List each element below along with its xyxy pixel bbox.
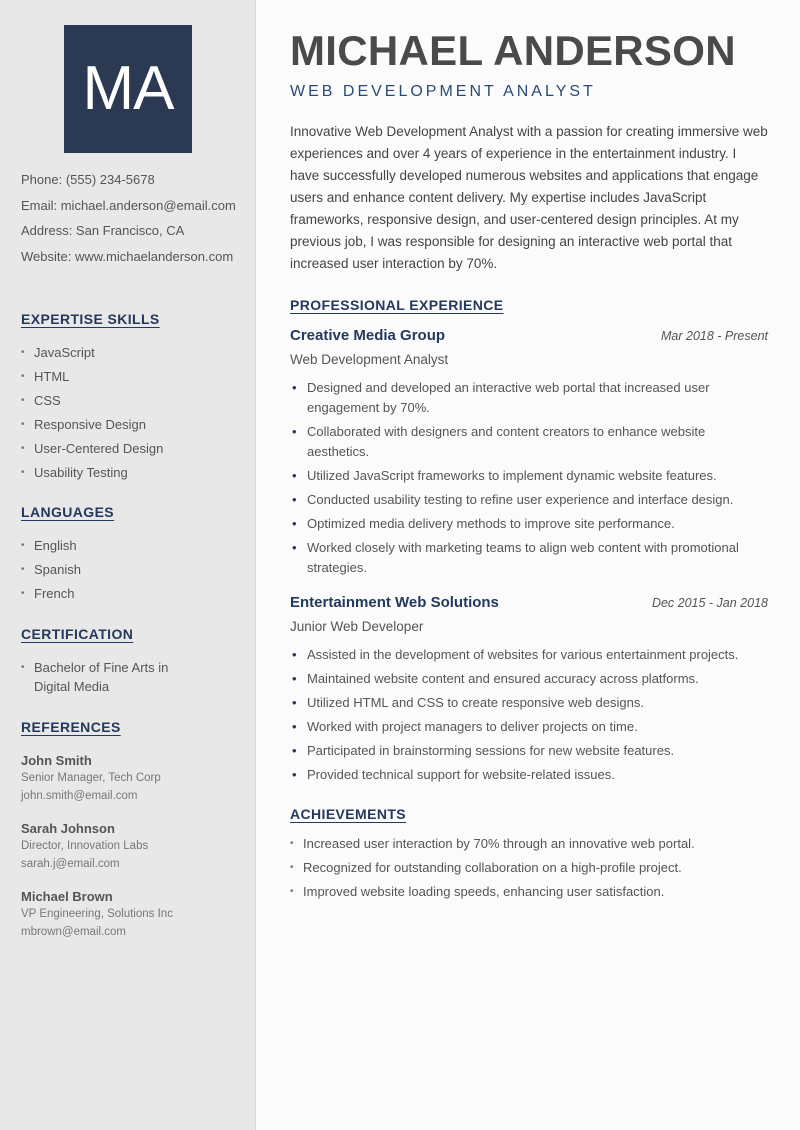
job-company: Entertainment Web Solutions bbox=[290, 594, 499, 611]
reference-title: VP Engineering, Solutions Inc bbox=[21, 908, 173, 920]
job-dates: Dec 2015 - Jan 2018 bbox=[651, 596, 768, 610]
languages-heading: LANGUAGES bbox=[21, 504, 115, 520]
list-item: • Optimized media delivery methods to improve site performance. bbox=[290, 514, 768, 534]
list-item: • Provided technical support for website-related issues. bbox=[290, 765, 768, 785]
reference-email[interactable]: john.smith@email.com bbox=[21, 789, 138, 802]
reference-item bbox=[21, 819, 246, 873]
references-heading: REFERENCES bbox=[21, 719, 121, 735]
list-item: • Usability Testing bbox=[21, 463, 246, 482]
achievements-heading: ACHIEVEMENTS bbox=[290, 806, 407, 822]
reference-name: John Smith bbox=[21, 753, 92, 768]
contact-website[interactable]: Website: www.michaelanderson.com bbox=[21, 248, 234, 264]
skills-list bbox=[21, 343, 246, 482]
languages-list bbox=[21, 536, 246, 603]
summary-text: Innovative Web Development Analyst with a passion for creating immersive web experiences and over 4 years of experience in the entertainment industry. I have successfully developed numerous websites and applications that engage users and enhance content delivery. My expertise includes JavaScript frameworks, responsive design, and user-centered design principles. At my previous job, I was responsible for designing an interactive web portal that increased user interaction by 70%. bbox=[290, 124, 768, 271]
list-item: • Recognized for outstanding collaboration on a high-profile project. bbox=[290, 858, 768, 878]
list-item: • Bachelor of Fine Arts in Digital Media bbox=[21, 658, 206, 696]
list-item: • Improved website loading speeds, enhancing user satisfaction. bbox=[290, 882, 768, 902]
job-header bbox=[290, 327, 768, 349]
reference-title: Senior Manager, Tech Corp bbox=[21, 772, 161, 784]
reference-item bbox=[21, 887, 246, 941]
references-section bbox=[21, 719, 246, 955]
list-item: • Utilized JavaScript frameworks to implement dynamic website features. bbox=[290, 466, 768, 486]
reference-name: Sarah Johnson bbox=[21, 821, 115, 836]
list-item: • CSS bbox=[21, 391, 246, 410]
contact-phone: Phone: (555) 234-5678 bbox=[21, 172, 155, 187]
list-item: • Spanish bbox=[21, 560, 246, 579]
achievements-list bbox=[290, 834, 768, 906]
list-item: • Responsive Design bbox=[21, 415, 246, 434]
certification-section bbox=[21, 626, 246, 701]
candidate-title: WEB DEVELOPMENT ANALYST bbox=[290, 83, 596, 100]
reference-email[interactable]: sarah.j@email.com bbox=[21, 857, 120, 870]
list-item: • Worked with project managers to deliver projects on time. bbox=[290, 717, 768, 737]
skills-section bbox=[21, 311, 246, 487]
sidebar bbox=[0, 0, 256, 1130]
reference-email[interactable]: mbrown@email.com bbox=[21, 925, 126, 938]
list-item: • Worked closely with marketing teams to align web content with promotional strategies. bbox=[290, 538, 768, 578]
list-item: • Designed and developed an interactive web portal that increased user engagement by 70%. bbox=[290, 378, 768, 418]
certification-heading: CERTIFICATION bbox=[21, 626, 134, 642]
job-dates: Mar 2018 - Present bbox=[661, 329, 768, 343]
job-entry bbox=[290, 327, 768, 582]
candidate-name: MICHAEL ANDERSON bbox=[290, 27, 736, 74]
contact-address: Address: San Francisco, CA bbox=[21, 223, 185, 238]
job-bullets bbox=[290, 645, 768, 785]
job-role: Web Development Analyst bbox=[290, 352, 449, 367]
list-item: • Conducted usability testing to refine user experience and interface design. bbox=[290, 490, 768, 510]
certification-list bbox=[21, 658, 206, 696]
job-company: Creative Media Group bbox=[290, 327, 446, 344]
list-item: • French bbox=[21, 584, 246, 603]
monogram-logo: MA bbox=[64, 25, 192, 153]
contact-info bbox=[21, 170, 251, 272]
job-entry bbox=[290, 594, 768, 789]
job-header bbox=[290, 594, 768, 616]
list-item: • English bbox=[21, 536, 246, 555]
reference-item bbox=[21, 751, 246, 805]
reference-name: Michael Brown bbox=[21, 889, 113, 904]
reference-title: Director, Innovation Labs bbox=[21, 840, 149, 852]
list-item: • Utilized HTML and CSS to create responsive web designs. bbox=[290, 693, 768, 713]
skills-heading: EXPERTISE SKILLS bbox=[21, 311, 160, 327]
languages-section bbox=[21, 504, 246, 608]
job-role: Junior Web Developer bbox=[290, 619, 424, 634]
list-item: • User-Centered Design bbox=[21, 439, 246, 458]
list-item: • Collaborated with designers and content creators to enhance website aesthetics. bbox=[290, 422, 768, 462]
list-item: • Assisted in the development of websites for various entertainment projects. bbox=[290, 645, 768, 665]
list-item: • Maintained website content and ensured accuracy across platforms. bbox=[290, 669, 768, 689]
list-item: • HTML bbox=[21, 367, 246, 386]
list-item: • Participated in brainstorming sessions for new website features. bbox=[290, 741, 768, 761]
job-bullets bbox=[290, 378, 768, 578]
list-item: • Increased user interaction by 70% through an innovative web portal. bbox=[290, 834, 768, 854]
experience-heading: PROFESSIONAL EXPERIENCE bbox=[290, 297, 504, 313]
list-item: • JavaScript bbox=[21, 343, 246, 362]
contact-email[interactable]: Email: michael.anderson@email.com bbox=[21, 197, 236, 213]
